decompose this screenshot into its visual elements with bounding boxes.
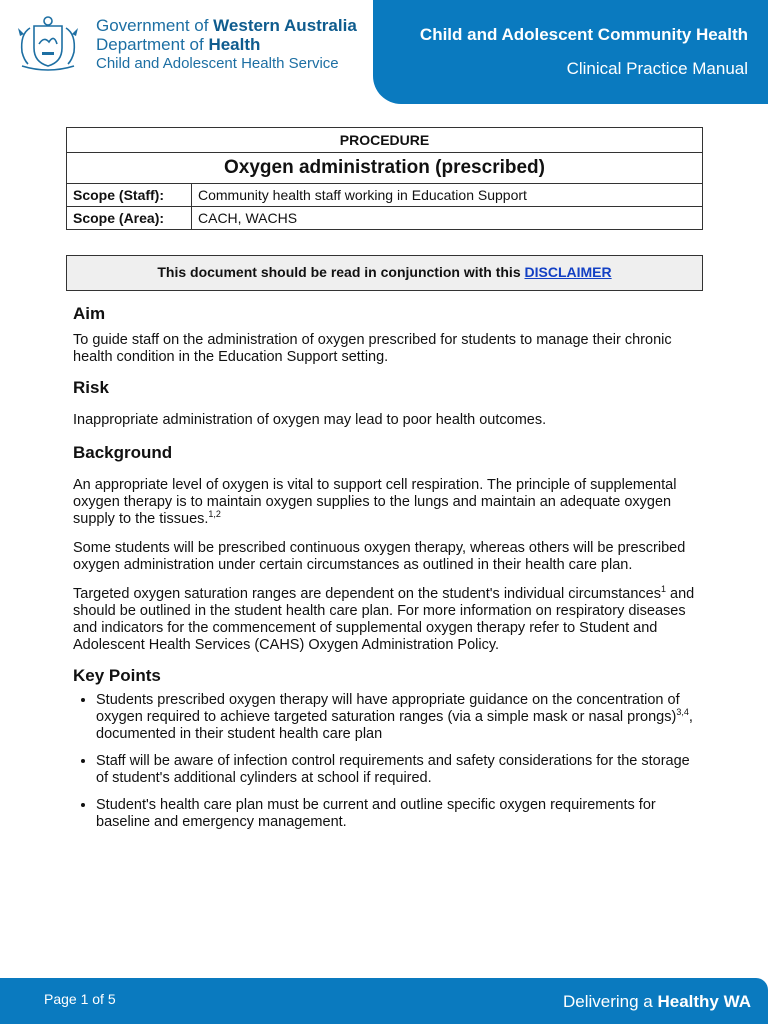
risk-heading: Risk — [73, 378, 109, 397]
procedure-label: PROCEDURE — [67, 128, 703, 153]
banner-subtitle: Clinical Practice Manual — [566, 59, 748, 78]
background-p3b: and should be outlined in the student health care plan. For more information on respiratory diseases and indicators for the commencement of supplemental oxygen therapy refer to Student and Adolescent Health Services (CAHS) Oxygen Administration Policy. — [73, 586, 695, 653]
risk-text: Inappropriate administration of oxygen may lead to poor health outcomes. — [73, 412, 547, 428]
key-point-1b: , documented in their student health care plan — [96, 709, 693, 742]
banner-title: Child and Adolescent Community Health — [419, 25, 748, 44]
aim-heading: Aim — [73, 304, 106, 323]
background-p1-ref: 1,2 — [208, 509, 221, 520]
page-header — [0, 0, 768, 104]
gov-prefix: Government of — [96, 16, 214, 35]
key-points-list — [73, 692, 703, 831]
page-title: Oxygen administration (prescribed) — [67, 153, 703, 184]
list-item: • Student's health care plan must be current and outline specific oxygen requirements for baseline and emergency management. — [96, 797, 703, 831]
background-p3-ref: 1 — [660, 584, 666, 595]
page-number: Page 1 of 5 — [44, 991, 116, 1007]
government-wordmark — [96, 16, 357, 73]
key-point-1-ref: 3,4 — [676, 707, 689, 718]
scope-staff-value: Community health staff working in Education Support — [192, 184, 703, 207]
background-p1-text: An appropriate level of oxygen is vital to support cell respiration. The principle of supplemental oxygen therapy is to maintain oxygen supplies to the lungs and maintain an adequate oxygen supply to the tissues. — [73, 477, 677, 527]
key-point-1a: Students prescribed oxygen therapy will have appropriate guidance on the concentration of oxygen required to achieve targeted saturation ranges (via a simple mask or nasal prongs) — [96, 692, 680, 725]
wa-government-crest-icon — [8, 14, 88, 74]
background-p3a: Targeted oxygen saturation ranges are dependent on the student's individual circumstances — [73, 586, 661, 602]
scope-area-label: Scope (Area): — [67, 207, 192, 230]
page-footer — [0, 978, 768, 1024]
background-paragraph-2: Some students will be prescribed continuous oxygen therapy, whereas others will be prescribed oxygen administration under certain circumstances as outlined in their health care plan. — [73, 540, 686, 573]
dept-bold: Health — [208, 35, 261, 54]
scope-area-value: CACH, WACHS — [192, 207, 703, 230]
tagline-bold: Healthy WA — [657, 992, 751, 1011]
gov-bold: Western Australia — [213, 16, 357, 35]
service-name: Child and Adolescent Health Service — [96, 55, 339, 72]
list-item: • Staff will be aware of infection control requirements and safety considerations for the storage of student's additional cylinders at school if required. — [96, 753, 703, 787]
background-paragraph-3 — [73, 586, 703, 654]
background-paragraph-1 — [73, 477, 703, 528]
disclaimer-box — [66, 255, 703, 291]
procedure-table — [66, 127, 703, 230]
disclaimer-text: This document should be read in conjunction with this — [157, 264, 525, 280]
document-body — [73, 304, 703, 841]
scope-staff-label: Scope (Staff): — [67, 184, 192, 207]
footer-tagline — [563, 992, 751, 1012]
aim-text: To guide staff on the administration of oxygen prescribed for students to manage their chronic health condition in the Education Support setting. — [73, 332, 672, 365]
dept-prefix: Department of — [96, 35, 209, 54]
list-item — [96, 692, 703, 743]
header-banner — [373, 0, 768, 104]
tagline-prefix: Delivering a — [562, 992, 658, 1011]
key-points-heading: Key Points — [73, 666, 161, 685]
disclaimer-link[interactable]: DISCLAIMER — [524, 264, 612, 280]
background-heading: Background — [73, 443, 173, 462]
